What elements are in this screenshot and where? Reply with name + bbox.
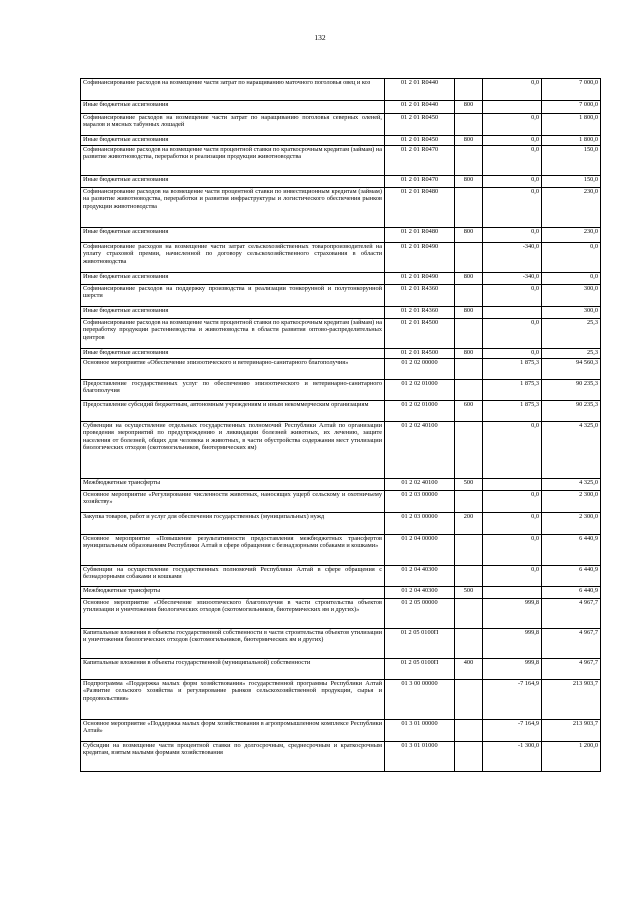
row-name: Основное мероприятие «Обеспечение эпизоотического и ветеринарно-санитарного благополучия»: [81, 359, 385, 380]
row-expense-type: [455, 380, 483, 401]
row-name: Иные бюджетные ассигнования: [81, 101, 385, 114]
row-name: Иные бюджетные ассигнования: [81, 349, 385, 359]
table-row: [81, 401, 601, 422]
row-change-amount: 0,0: [483, 79, 542, 101]
row-change-amount: 0,0: [483, 146, 542, 176]
row-expense-type: 800: [455, 273, 483, 285]
table-row: [81, 146, 601, 176]
row-change-amount: -7 164,9: [483, 680, 542, 720]
row-total-amount: 213 903,7: [542, 680, 601, 720]
row-code: 01 2 02 40100: [385, 422, 455, 479]
row-expense-type: [455, 359, 483, 380]
row-code: 01 2 02 00000: [385, 359, 455, 380]
row-name: Иные бюджетные ассигнования: [81, 176, 385, 188]
row-change-amount: 0,0: [483, 513, 542, 535]
row-total-amount: 7 000,0: [542, 101, 601, 114]
row-code: 01 2 01 R0490: [385, 243, 455, 273]
row-expense-type: 500: [455, 479, 483, 491]
row-expense-type: [455, 566, 483, 587]
row-change-amount: 0,0: [483, 285, 542, 307]
row-code: 01 2 01 R0440: [385, 79, 455, 101]
row-total-amount: 300,0: [542, 285, 601, 307]
table-row: [81, 513, 601, 535]
row-expense-type: 800: [455, 176, 483, 188]
row-name: Субвенции на осуществление отдельных государственных полномочий Республики Алтай по организации проведения мероприятий по предупреждению и ликвидации болезней животных, их лечению, защите населения от болезней, общих для человека и животных, в части обустройства содержания мест утилизации биологических отходов (скотомогильников, биотермических ям): [81, 422, 385, 479]
row-name: Капитальные вложения в объекты государственной (муниципальной) собственности: [81, 659, 385, 680]
row-name: Подпрограмма «Поддержка малых форм хозяйствования» государственной программы Республики Алтай «Развитие сельского хозяйства и регулирование рынков сельскохозяйственной продукции, сырья и продовольствия»: [81, 680, 385, 720]
row-change-amount: -1 300,0: [483, 742, 542, 772]
row-total-amount: 4 967,7: [542, 629, 601, 659]
row-code: 01 2 01 R0450: [385, 114, 455, 136]
row-expense-type: [455, 146, 483, 176]
table-row: [81, 188, 601, 228]
row-total-amount: 0,0: [542, 243, 601, 273]
row-expense-type: [455, 491, 483, 513]
row-change-amount: 999,8: [483, 599, 542, 629]
row-total-amount: 0,0: [542, 273, 601, 285]
row-change-amount: 0,0: [483, 188, 542, 228]
table-row: [81, 720, 601, 742]
row-total-amount: 94 560,3: [542, 359, 601, 380]
row-code: 01 2 04 40300: [385, 587, 455, 599]
row-expense-type: 800: [455, 136, 483, 146]
row-total-amount: 1 800,0: [542, 136, 601, 146]
table-row: [81, 629, 601, 659]
row-total-amount: 1 200,0: [542, 742, 601, 772]
row-change-amount: 0,0: [483, 535, 542, 566]
row-expense-type: 800: [455, 101, 483, 114]
row-total-amount: 150,0: [542, 176, 601, 188]
row-expense-type: 800: [455, 349, 483, 359]
row-code: 01 2 05 0100П: [385, 629, 455, 659]
table-row: [81, 659, 601, 680]
table-row: [81, 101, 601, 114]
row-name: Основное мероприятие «Регулирование численности животных, наносящих ущерб сельскому и охотничьему хозяйству»: [81, 491, 385, 513]
row-code: 01 2 01 R0450: [385, 136, 455, 146]
row-total-amount: 25,3: [542, 349, 601, 359]
row-name: Межбюджетные трансферты: [81, 587, 385, 599]
table-row: [81, 599, 601, 629]
row-total-amount: 4 967,7: [542, 659, 601, 680]
row-expense-type: 800: [455, 307, 483, 319]
row-code: 01 2 01 R0470: [385, 176, 455, 188]
row-expense-type: [455, 720, 483, 742]
row-change-amount: [483, 479, 542, 491]
row-expense-type: [455, 285, 483, 307]
row-expense-type: [455, 535, 483, 566]
row-name: Софинансирование расходов на возмещение части процентной ставки по краткосрочным кредитам (займам) на переработку продукции растениеводства и животноводства в области развития оптово-распределительных центров: [81, 319, 385, 349]
row-change-amount: 0,0: [483, 114, 542, 136]
row-total-amount: 25,3: [542, 319, 601, 349]
row-code: 01 2 02 01000: [385, 380, 455, 401]
budget-table-body: [81, 79, 601, 772]
row-expense-type: [455, 680, 483, 720]
row-name: Софинансирование расходов на возмещение части затрат по наращиванию маточного поголовья овец и коз: [81, 79, 385, 101]
row-expense-type: [455, 114, 483, 136]
table-row: [81, 491, 601, 513]
row-name: Софинансирование расходов на возмещение части процентной ставки по инвестиционным кредитам (займам) на развитие животноводства, переработки и развития инфраструктуры и логистического обеспечения рынков продукции животноводства: [81, 188, 385, 228]
row-expense-type: [455, 243, 483, 273]
table-row: [81, 479, 601, 491]
row-code: 01 2 02 01000: [385, 401, 455, 422]
row-name: Иные бюджетные ассигнования: [81, 136, 385, 146]
row-total-amount: 6 440,9: [542, 535, 601, 566]
row-code: 01 2 01 R0480: [385, 228, 455, 243]
table-row: [81, 380, 601, 401]
row-name: Основное мероприятие «Поддержка малых форм хозяйствования в агропромышленном комплексе Республики Алтай»: [81, 720, 385, 742]
row-total-amount: 1 800,0: [542, 114, 601, 136]
row-code: 01 3 01 00000: [385, 720, 455, 742]
row-code: 01 2 04 00000: [385, 535, 455, 566]
row-total-amount: 213 903,7: [542, 720, 601, 742]
table-row: [81, 228, 601, 243]
table-row: [81, 680, 601, 720]
table-row: [81, 273, 601, 285]
row-name: Основное мероприятие «Обеспечение эпизоотического благополучия в части строительства объектов утилизации и уничтожения биологических отходов (скотомогильников, биотермических ям и других)»: [81, 599, 385, 629]
budget-table: [80, 78, 601, 772]
row-expense-type: [455, 599, 483, 629]
row-change-amount: [483, 101, 542, 114]
row-name: Софинансирование расходов на поддержку производства и реализации тонкорунной и полутонкорунной шерсти: [81, 285, 385, 307]
row-change-amount: -340,0: [483, 243, 542, 273]
row-code: 01 2 01 R4360: [385, 307, 455, 319]
table-row: [81, 285, 601, 307]
row-total-amount: 4 325,0: [542, 479, 601, 491]
row-code: 01 2 05 0100П: [385, 659, 455, 680]
row-name: Иные бюджетные ассигнования: [81, 228, 385, 243]
row-total-amount: 90 235,3: [542, 380, 601, 401]
row-change-amount: 0,0: [483, 319, 542, 349]
table-row: [81, 176, 601, 188]
row-total-amount: 230,0: [542, 188, 601, 228]
row-expense-type: 500: [455, 587, 483, 599]
row-change-amount: 0,0: [483, 136, 542, 146]
row-change-amount: -340,0: [483, 273, 542, 285]
row-expense-type: [455, 629, 483, 659]
row-name: Закупка товаров, работ и услуг для обеспечения государственных (муниципальных) нужд: [81, 513, 385, 535]
row-expense-type: [455, 319, 483, 349]
row-expense-type: 600: [455, 401, 483, 422]
row-name: Иные бюджетные ассигнования: [81, 273, 385, 285]
row-change-amount: 1 875,3: [483, 380, 542, 401]
table-row: [81, 114, 601, 136]
row-change-amount: 1 875,3: [483, 401, 542, 422]
row-name: Основное мероприятие «Повышение результативности предоставления межбюджетных трансфертов муниципальным образованиям Республики Алтай в сфере обращения с безнадзорными собаками и кошками»: [81, 535, 385, 566]
row-code: 01 2 01 R0470: [385, 146, 455, 176]
table-row: [81, 535, 601, 566]
row-code: 01 2 01 R0490: [385, 273, 455, 285]
row-change-amount: 999,8: [483, 629, 542, 659]
table-row: [81, 307, 601, 319]
table-row: [81, 319, 601, 349]
row-change-amount: -7 164,9: [483, 720, 542, 742]
row-code: 01 2 05 00000: [385, 599, 455, 629]
row-code: 01 3 01 01000: [385, 742, 455, 772]
row-code: 01 2 01 R0480: [385, 188, 455, 228]
row-code: 01 2 03 00000: [385, 491, 455, 513]
row-expense-type: [455, 742, 483, 772]
row-code: 01 2 01 R4360: [385, 285, 455, 307]
row-total-amount: 2 300,0: [542, 513, 601, 535]
row-total-amount: 4 325,0: [542, 422, 601, 479]
row-code: 01 3 00 00000: [385, 680, 455, 720]
table-row: [81, 742, 601, 772]
row-code: 01 2 01 R4500: [385, 349, 455, 359]
row-expense-type: [455, 188, 483, 228]
row-name: Межбюджетные трансферты: [81, 479, 385, 491]
table-row: [81, 566, 601, 587]
row-name: Предоставление государственных услуг по обеспечению эпизоотического и ветеринарно-санитарного благополучия: [81, 380, 385, 401]
row-total-amount: 2 300,0: [542, 491, 601, 513]
row-total-amount: 6 440,9: [542, 587, 601, 599]
row-change-amount: [483, 587, 542, 599]
row-change-amount: 0,0: [483, 176, 542, 188]
row-change-amount: [483, 307, 542, 319]
table-row: [81, 422, 601, 479]
row-name: Софинансирование расходов на возмещение части затрат сельскохозяйственных товаропроизводителей на уплату страховой премии, начисленной по договору сельскохозяйственного страхования в области животноводства: [81, 243, 385, 273]
row-code: 01 2 02 40100: [385, 479, 455, 491]
row-change-amount: 0,0: [483, 566, 542, 587]
table-row: [81, 79, 601, 101]
row-name: Предоставление субсидий бюджетным, автономным учреждениям и иным некоммерческим организациям: [81, 401, 385, 422]
page-number: 132: [314, 33, 326, 42]
row-total-amount: 90 235,3: [542, 401, 601, 422]
row-code: 01 2 04 40300: [385, 566, 455, 587]
row-total-amount: 300,0: [542, 307, 601, 319]
row-code: 01 2 01 R0440: [385, 101, 455, 114]
table-row: [81, 349, 601, 359]
row-expense-type: [455, 79, 483, 101]
row-name: Иные бюджетные ассигнования: [81, 307, 385, 319]
row-name: Софинансирование расходов на возмещение части затрат по наращиванию поголовья северных оленей, маралов и мясных табунных лошадей: [81, 114, 385, 136]
row-total-amount: 7 000,0: [542, 79, 601, 101]
row-name: Субвенции на осуществление государственных полномочий Республики Алтай в сфере обращения с безнадзорными собаками и кошками: [81, 566, 385, 587]
row-expense-type: 200: [455, 513, 483, 535]
row-change-amount: 999,8: [483, 659, 542, 680]
table-row: [81, 587, 601, 599]
row-expense-type: 800: [455, 228, 483, 243]
row-total-amount: 6 440,9: [542, 566, 601, 587]
row-expense-type: [455, 422, 483, 479]
row-name: Субсидии на возмещение части процентной ставки по долгосрочным, среднесрочным и краткосрочным кредитам, взятым малыми формами хозяйствования: [81, 742, 385, 772]
row-total-amount: 150,0: [542, 146, 601, 176]
row-code: 01 2 01 R4500: [385, 319, 455, 349]
table-row: [81, 243, 601, 273]
row-change-amount: 0,0: [483, 349, 542, 359]
row-total-amount: 230,0: [542, 228, 601, 243]
row-change-amount: 1 875,3: [483, 359, 542, 380]
table-row: [81, 359, 601, 380]
table-row: [81, 136, 601, 146]
row-change-amount: 0,0: [483, 228, 542, 243]
row-change-amount: 0,0: [483, 422, 542, 479]
row-total-amount: 4 967,7: [542, 599, 601, 629]
row-expense-type: 400: [455, 659, 483, 680]
row-code: 01 2 03 00000: [385, 513, 455, 535]
row-name: Капитальные вложения в объекты государственной собственности в части строительства объектов утилизации и уничтожения биологических отходов (скотомогильников, биотермических ям и других): [81, 629, 385, 659]
row-change-amount: 0,0: [483, 491, 542, 513]
row-name: Софинансирование расходов на возмещение части процентной ставки по краткосрочным кредитам (займам) на развитие животноводства, переработки и реализации продукции животноводства: [81, 146, 385, 176]
